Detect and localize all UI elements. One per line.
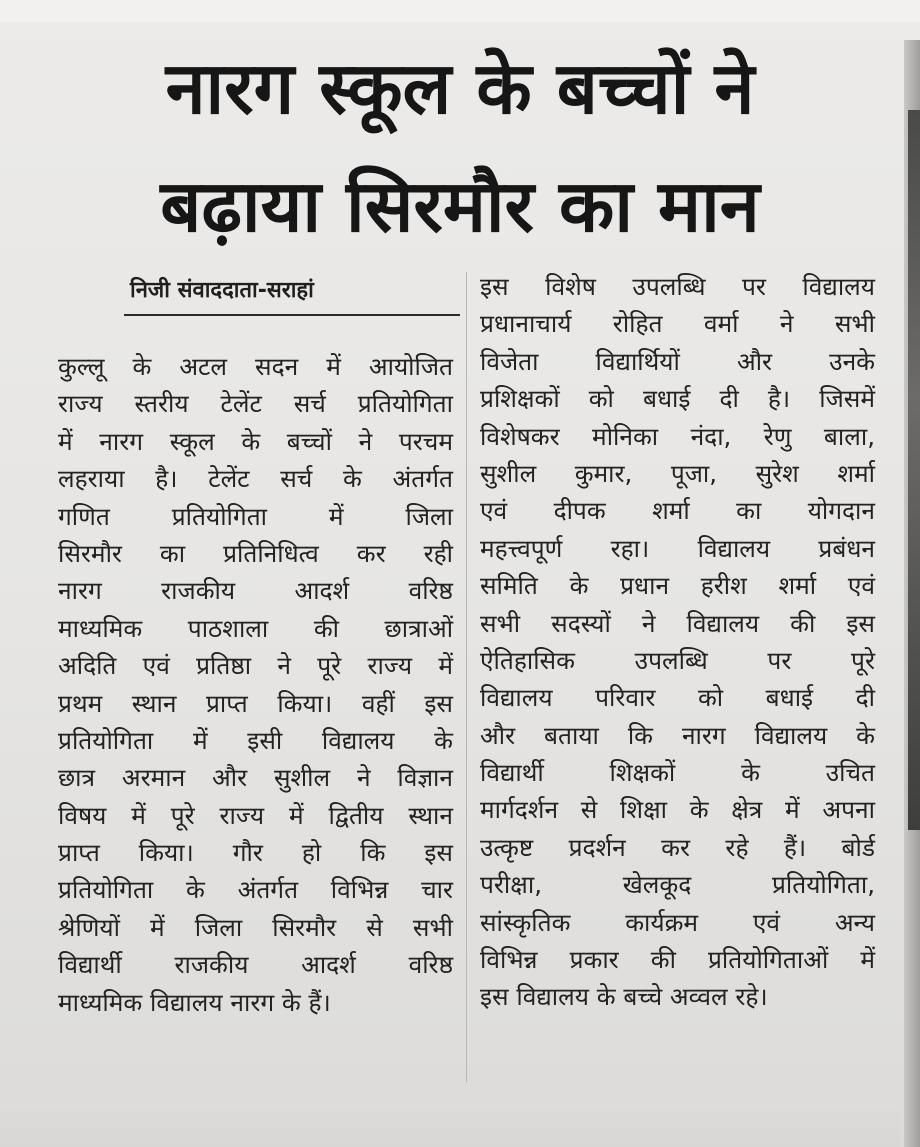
article-text-line: उत्कृष्ट प्रदर्शन कर रहे हैं। बोर्ड [480, 832, 875, 862]
article-text-line: समिति के प्रधान हरीश शर्मा एवं [480, 571, 875, 601]
article-text-line: प्रधानाचार्य रोहित वर्मा ने सभी [480, 309, 875, 339]
article-text-line: प्रतियोगिता के अंतर्गत विभिन्न चार [58, 875, 453, 905]
article-text-line: विभिन्न प्रकार की प्रतियोगिताओं में [480, 945, 875, 975]
article-text-line: विद्यार्थी शिक्षकों के उचित [480, 758, 875, 788]
article-text-line: सभी सदस्यों ने विद्यालय की इस [480, 608, 875, 638]
article-text-line: प्रथम स्थान प्राप्त किया। वहीं इस [58, 688, 453, 718]
article-text-line: लहराया है। टेलेंट सर्च के अंतर्गत [58, 464, 453, 494]
article-text-line: एवं दीपक शर्मा का योगदान [480, 496, 875, 526]
article-text-line: प्रतियोगिता में इसी विद्यालय के [58, 725, 453, 755]
article-text-line: माध्यमिक पाठशाला की छात्राओं [58, 613, 453, 643]
article-text-line: नारग राजकीय आदर्श वरिष्ठ [58, 576, 453, 606]
article-text-line: छात्र अरमान और सुशील ने विज्ञान [58, 763, 453, 793]
article-text-line: सांस्कृतिक कार्यक्रम एवं अन्य [480, 907, 875, 937]
article-text-line: प्राप्त किया। गौर हो कि इस [58, 838, 453, 868]
left-column [58, 348, 453, 1021]
article-text-line: राज्य स्तरीय टेलेंट सर्च प्रतियोगिता [58, 389, 453, 419]
adjacent-photo-edge [908, 110, 920, 830]
article-text-line: विषय में पूरे राज्य में द्वितीय स्थान [58, 800, 453, 830]
article-text-line: सुशील कुमार, पूजा, सुरेश शर्मा [480, 458, 875, 488]
byline: निजी संवाददाता-सराहां [130, 278, 314, 303]
article-text-line: विशेषकर मोनिका नंदा, रेणु बाला, [480, 421, 875, 451]
byline-underline [124, 314, 460, 316]
article-text-line: कुल्लू के अटल सदन में आयोजित [58, 352, 453, 381]
article-text-line: सिरमौर का प्रतिनिधित्व कर रही [58, 538, 453, 568]
article-text-line: विद्यार्थी राजकीय आदर्श वरिष्ठ [58, 950, 453, 980]
article-text-line: श्रेणियों में जिला सिरमौर से सभी [58, 912, 453, 942]
article-text-line: गणित प्रतियोगिता में जिला [58, 501, 453, 531]
article-text-line: इस विशेष उपलब्धि पर विद्यालय [480, 272, 875, 301]
article-text-line: और बताया कि नारग विद्यालय के [480, 720, 875, 750]
article-text-line: में नारग स्कूल के बच्चों ने परचम [58, 426, 453, 456]
right-column [480, 268, 875, 1016]
article-text-line: विजेता विद्यार्थियों और उनके [480, 346, 875, 376]
bottom-fade [0, 1105, 900, 1147]
article-text-line: विद्यालय परिवार को बधाई दी [480, 683, 875, 713]
article-text-line: अदिति एवं प्रतिष्ठा ने पूरे राज्य में [58, 651, 453, 681]
article-text-line: माध्यमिक विद्यालय नारग के हैं। [58, 987, 331, 1017]
article-text-line: परीक्षा, खेलकूद प्रतियोगिता, [480, 870, 875, 900]
article-text-line: इस विद्यालय के बच्चे अव्वल रहे। [480, 982, 768, 1012]
headline-line-1: नारग स्कूल के बच्चों ने [165, 46, 755, 130]
article-text-line: मार्गदर्शन से शिक्षा के क्षेत्र में अपना [480, 795, 875, 825]
column-divider [466, 272, 467, 1082]
article-text-line: प्रशिक्षकों को बधाई दी है। जिसमें [480, 384, 875, 414]
headline-line-2: बढ़ाया सिरमौर का मान [160, 164, 760, 248]
top-margin [0, 0, 920, 22]
article-text-line: ऐतिहासिक उपलब्धि पर पूरे [480, 645, 875, 675]
article-text-line: महत्त्वपूर्ण रहा। विद्यालय प्रबंधन [480, 533, 875, 563]
